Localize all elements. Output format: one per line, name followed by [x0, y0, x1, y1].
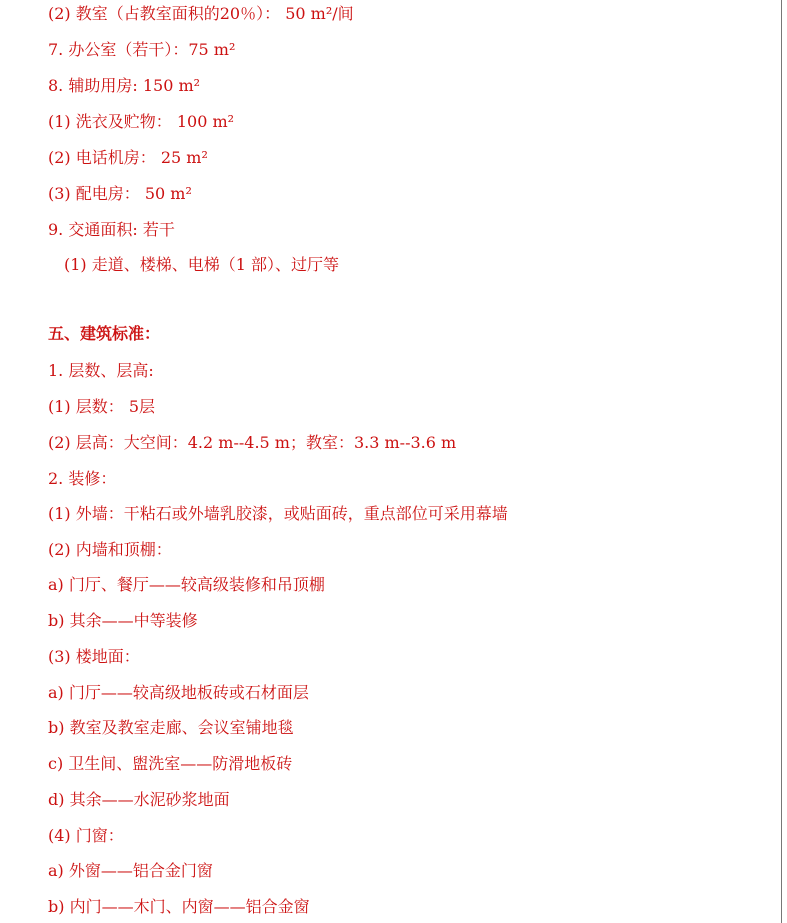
- text-line-power-room: (3) 配电房： 50 m²: [48, 184, 192, 203]
- text-line-flooring: (3) 楼地面：: [48, 647, 140, 666]
- text-line-exterior-wall: (1) 外墙：干粘石或外墙乳胶漆，或贴面砖，重点部位可采用幕墙: [48, 504, 508, 523]
- text-line-classroom-carpet: b) 教室及教室走廊、会议室铺地毯: [48, 718, 294, 737]
- text-line-circulation-area: 9. 交通面积: 若干: [48, 220, 175, 239]
- text-line-interior-doors: b) 内门——木门、内窗——铝合金窗: [48, 897, 310, 916]
- text-line-floors-heights: 1. 层数、层高:: [48, 361, 154, 380]
- text-line-doors-windows: (4) 门窗：: [48, 826, 124, 845]
- text-line-cement-floor: d) 其余——水泥砂浆地面: [48, 790, 230, 809]
- text-line-corridors: (1) 走道、楼梯、电梯（1 部）、过厅等: [64, 255, 340, 274]
- text-line-laundry-storage: (1) 洗衣及贮物： 100 m²: [48, 112, 235, 131]
- text-line-decoration: 2. 装修：: [48, 469, 117, 488]
- text-line-others-decoration: b) 其余——中等装修: [48, 611, 198, 630]
- text-line-lobby-floor: a) 门厅——较高级地板砖或石材面层: [48, 683, 309, 702]
- section-heading-building-standards: 五、建筑标准：: [48, 324, 161, 343]
- text-line-floor-count: (1) 层数： 5层: [48, 397, 156, 416]
- text-line-classroom-area: (2) 教室（占教室面积的20％）： 50 m²/间: [48, 4, 354, 23]
- text-line-restroom-tiles: c) 卫生间、盥洗室——防滑地板砖: [48, 754, 293, 773]
- text-line-auxiliary-rooms: 8. 辅助用房: 150 m²: [48, 76, 201, 95]
- text-line-exterior-windows: a) 外窗——铝合金门窗: [48, 861, 213, 880]
- text-line-telephone-room: (2) 电话机房： 25 m²: [48, 148, 208, 167]
- text-line-floor-height: (2) 层高：大空间：4.2 m--4.5 m；教室：3.3 m--3.6 m: [48, 433, 457, 452]
- text-line-office: 7. 办公室（若干）：75 m²: [48, 40, 236, 59]
- text-line-interior-wall: (2) 内墙和顶棚：: [48, 540, 172, 559]
- text-line-lobby-dining: a) 门厅、餐厅——较高级装修和吊顶棚: [48, 575, 325, 594]
